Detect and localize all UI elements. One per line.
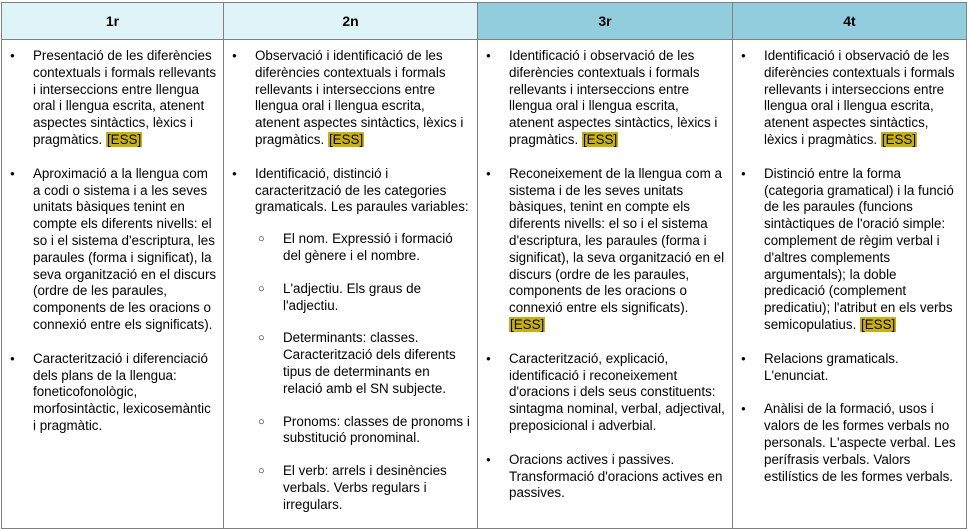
list-item: ● Caracterització i diferenciació dels plans de la llengua: foneticofonològic, morfosintàctic, lexicosemàntic i pragmàtic. xyxy=(8,351,217,435)
list-item: ● Aproximació a la llengua com a codi o sistema i a les seves unitats bàsiques tenint en compte els diferents nivells: el so i el sistema d'escriptura, les paraules (forma i significat), la seva organització en el discurs (ordre de les paraules, components de les oracions o connexió entre els significats). xyxy=(8,166,217,334)
ess-tag: [ESS] xyxy=(328,131,364,147)
column-content-1r xyxy=(2,40,224,529)
column-header-4t: 4t xyxy=(733,3,967,40)
list-item: ● Relacions gramaticals. L'enunciat. xyxy=(739,351,960,385)
ess-tag: [ESS] xyxy=(106,131,142,147)
header-row xyxy=(2,3,967,40)
list-item: ● Caracterització, explicació, identificació i reconeixement d'oracions i dels seus constituents: sintagma nominal, verbal, adjectival, preposicional i adverbial. xyxy=(484,351,726,435)
column-header-2n: 2n xyxy=(224,3,478,40)
column-header-1r: 1r xyxy=(2,3,224,40)
column-content-2n xyxy=(224,40,478,529)
list-item: ● Observació i identificació de les diferències contextuals i formals rellevants i interseccions entre llengua oral i llengua escrita, atenent aspectes sintàctics, lèxics i pragmàtics. [ESS] xyxy=(230,48,471,149)
bullet-list xyxy=(230,48,471,514)
sub-list-item: ○ Pronoms: classes de pronoms i substitució pronominal. xyxy=(255,414,471,448)
curriculum-table xyxy=(1,2,967,529)
ess-tag: [ESS] xyxy=(881,131,917,147)
ess-tag: [ESS] xyxy=(510,316,545,332)
list-item: ● Identificació i observació de les diferències contextuals i formals rellevants i interseccions entre llengua oral i llengua escrita, atenent aspectes sintàctics, lèxics i pragmàtics. [ESS] xyxy=(484,48,726,149)
column-content-4t xyxy=(733,40,967,529)
list-item: ● Anàlisi de la formació, usos i valors de les formes verbals no personals. L'aspecte verbal. Les perífrasis verbals. Valors estilístics de les formes verbals. xyxy=(739,401,960,485)
list-item: ● Identificació i observació de les diferències contextuals i formals rellevants i interseccions entre llengua oral i llengua escrita, atenent aspectes sintàctics, lèxics i pragmàtics. [ESS] xyxy=(739,48,960,149)
ess-tag: [ESS] xyxy=(861,316,896,332)
bullet-list xyxy=(484,48,726,502)
bullet-list xyxy=(8,48,217,435)
column-header-3r: 3r xyxy=(478,3,733,40)
list-item: ● Oracions actives i passives. Transformació d'oracions actives en passives. xyxy=(484,452,726,502)
list-item: ● Identificació, distinció i caracterització de les categories gramaticals. Les paraules variables: ○ El nom. Expressió i formació del gènere i el nombre. ○ L'adjectiu. Els graus de l'adjectiu. ○ Determinants: classes. Caracterització dels diferents tipus de determinants en relació amb el SN subjecte. ○ Pronoms: classes de pronoms i substitució pronominal. ○ El verb: arrels i desinències verbals. Verbs regulars i irregulars. xyxy=(230,166,471,514)
list-item: ● Presentació de les diferències contextuals i formals rellevants i interseccions entre llengua oral i llengua escrita, atenent aspectes sintàctics, lèxics i pragmàtics. [ESS] xyxy=(8,48,217,149)
sub-list-item: ○ Determinants: classes. Caracterització dels diferents tipus de determinants en relació amb el SN subjecte. xyxy=(255,330,471,397)
column-content-3r xyxy=(478,40,733,529)
list-item: ● Reconeixement de la llengua com a sistema i de les seves unitats bàsiques, tenint en compte els diferents nivells: el so i el sistema d'escriptura, les paraules (forma i significat), la seva organització en el discurs (ordre de les paraules, components de les oracions o connexió entre els significats). [ESS] xyxy=(484,166,726,334)
ess-tag: [ESS] xyxy=(582,131,618,147)
sub-list-item: ○ L'adjectiu. Els graus de l'adjectiu. xyxy=(255,281,471,315)
sub-list xyxy=(255,231,471,513)
sub-list-item: ○ El nom. Expressió i formació del gènere i el nombre. xyxy=(255,231,471,265)
sub-list-item: ○ El verb: arrels i desinències verbals. Verbs regulars i irregulars. xyxy=(255,463,471,513)
content-row xyxy=(2,40,967,529)
list-item: ● Distinció entre la forma (categoria gramatical) i la funció de les paraules (funcions sintàctiques de l'oració simple: complement de règim verbal i d'altres complements argumentals); la doble predicació (complement predicatiu); l'atribut en els verbs semicopulatius. [ESS] xyxy=(739,166,960,334)
bullet-list xyxy=(739,48,960,485)
